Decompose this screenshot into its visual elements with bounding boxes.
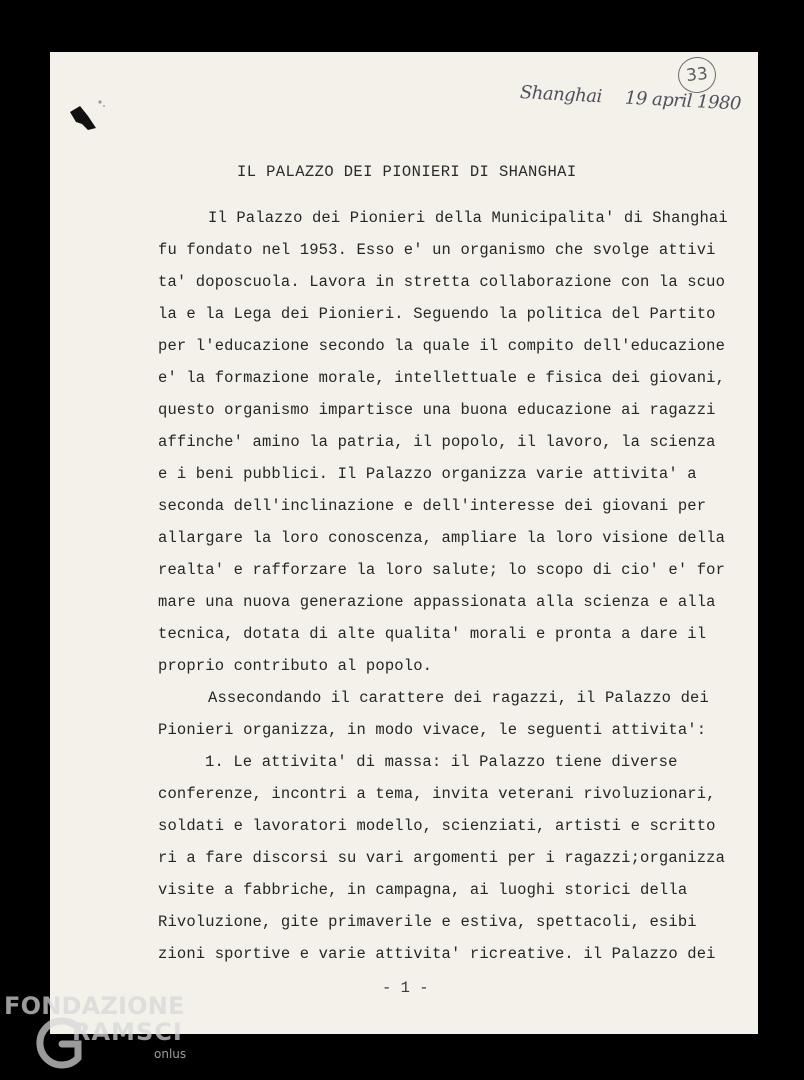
text-line: zioni sportive e varie attivita' ricreative. il Palazzo dei — [158, 945, 716, 963]
text-line: allargare la loro conoscenza, ampliare la loro visione della — [158, 529, 726, 547]
text-line: ta' doposcuola. Lavora in stretta collaborazione con la scuo — [158, 273, 726, 291]
text-line: fu fondato nel 1953. Esso e' un organismo che svolge attivi — [158, 241, 716, 259]
text-line: Assecondando il carattere dei ragazzi, il Palazzo dei — [208, 689, 709, 707]
text-line: per l'educazione secondo la quale il compito dell'educazione — [158, 337, 726, 355]
text-line: Rivoluzione, gite primaverile e estiva, spettacoli, esibi — [158, 913, 697, 931]
fondazione-gramsci-watermark — [4, 992, 204, 1072]
text-line: realta' e rafforzare la loro salute; lo scopo di cio' e' for — [158, 561, 726, 579]
handwritten-place: Shanghai — [519, 82, 603, 108]
watermark-line2: RAMSCI — [72, 1018, 183, 1046]
text-line: 1. Le attivita' di massa: il Palazzo tiene diverse — [205, 753, 678, 771]
text-line: tecnica, dotata di alte qualita' morali e pronta a dare il — [158, 625, 707, 643]
archive-page-number: 33 — [676, 55, 718, 95]
text-line: e i beni pubblici. Il Palazzo organizza varie attivita' a — [158, 465, 697, 483]
page-number: - 1 - — [382, 979, 429, 997]
watermark-line1: FONDAZIONE — [4, 992, 185, 1020]
watermark-line3: onlus — [154, 1047, 187, 1061]
document-title: IL PALAZZO DEI PIONIERI DI SHANGHAI — [237, 163, 577, 181]
text-line: affinche' amino la patria, il popolo, il lavoro, la scienza — [158, 433, 716, 451]
text-line: questo organismo impartisce una buona educazione ai ragazzi — [158, 401, 716, 419]
text-line: proprio contributo al popolo. — [158, 657, 433, 675]
text-line: ri a fare discorsi su vari argomenti per i ragazzi;organizza — [158, 849, 726, 867]
text-line: visite a fabbriche, in campagna, ai luoghi storici della — [158, 881, 688, 899]
text-line: mare una nuova generazione appassionata alla scienza e alla — [158, 593, 716, 611]
text-line: e' la formazione morale, intellettuale e fisica dei giovani, — [158, 369, 726, 387]
text-line: Pionieri organizza, in modo vivace, le seguenti attivita': — [158, 721, 707, 739]
text-line: seconda dell'inclinazione e dell'interesse dei giovani per — [158, 497, 707, 515]
punch-hole-mark — [66, 98, 106, 138]
text-line: la e la Lega dei Pionieri. Seguendo la politica del Partito — [158, 305, 716, 323]
text-line: conferenze, incontri a tema, invita veterani rivoluzionari, — [158, 785, 716, 803]
text-line: soldati e lavoratori modello, scienziati, artisti e scritto — [158, 817, 716, 835]
text-line: Il Palazzo dei Pionieri della Municipalita' di Shanghai — [208, 209, 728, 227]
handwritten-date: 19 april 1980 — [624, 87, 742, 115]
